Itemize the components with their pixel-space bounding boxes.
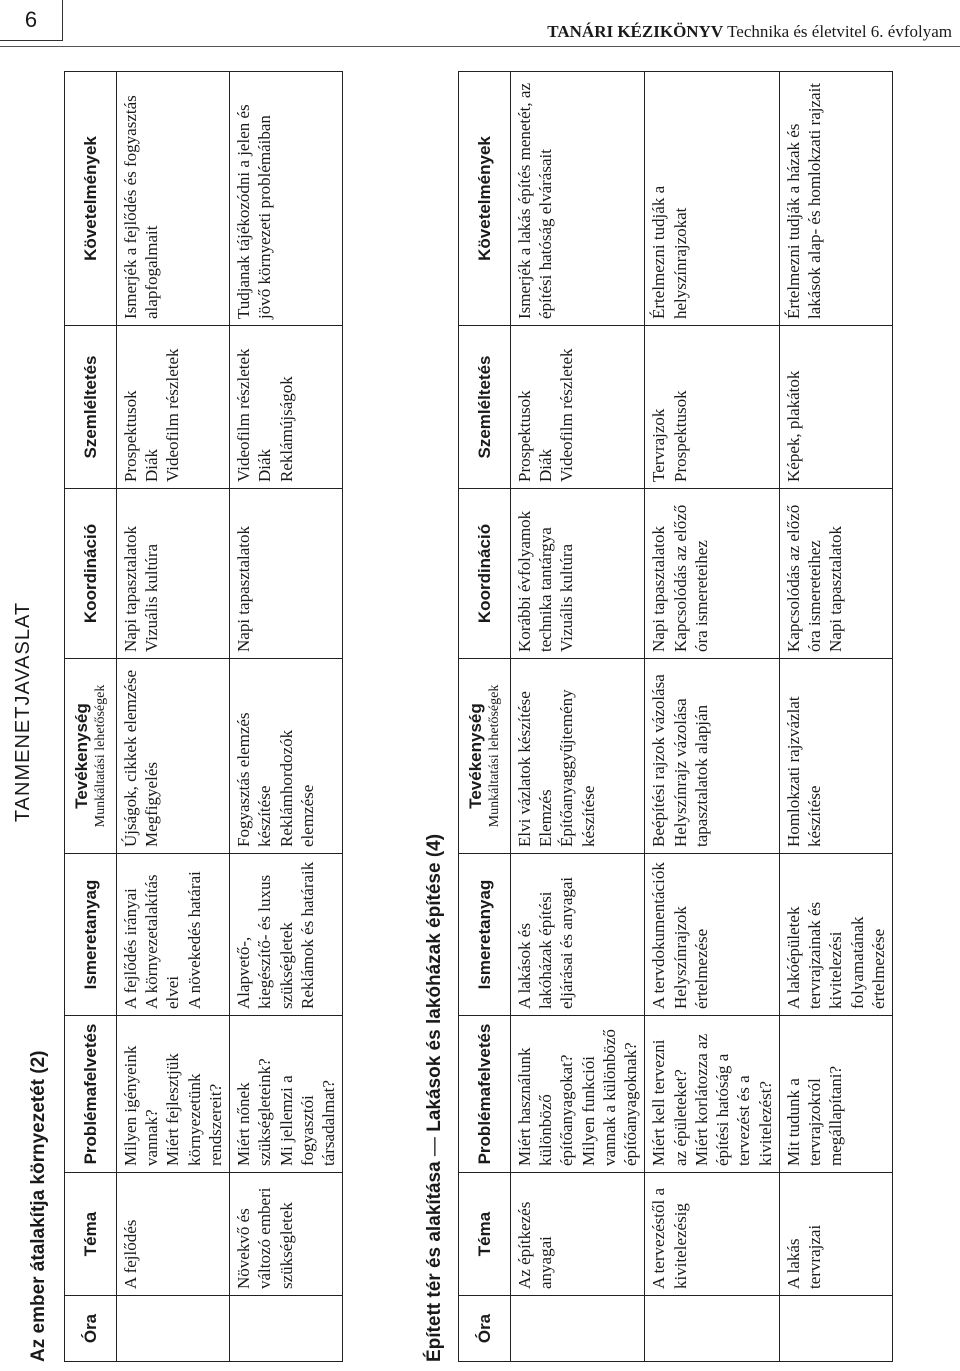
- cell-kovetelmeny: Értelmezni tudják a házak és lakások alap- és homlokzati rajzait: [779, 72, 892, 326]
- cell-koordinacio: Napi tapasztalatok Vizuális kultúra: [116, 489, 229, 659]
- cell-ora: [510, 1296, 645, 1362]
- rotated-page: [12, 62, 952, 1362]
- cell-szemleltetes: Tervrajzok Prospektusok: [645, 326, 780, 489]
- col-tevekenyseg: Tevékenység Munkáltatási lehetőségek: [65, 659, 117, 854]
- table-header-row: [459, 72, 511, 1362]
- section-title-1: Az ember átalakítja környezetét (2): [28, 1050, 49, 1362]
- cell-ismeret: A fejlődés irányai A környezetalakítás elvei A növekedés határai: [116, 854, 229, 1016]
- cell-tema: A lakás tervrajzai: [779, 1173, 892, 1296]
- col-ora: Óra: [65, 1296, 117, 1362]
- cell-problema: Miért kell tervezni az épületeket? Miért korlátozza az építési hatóság a tervezést és a kivitelezést?: [645, 1016, 780, 1173]
- cell-tevekenyseg: Homlokzati rajzvázlat készítése: [779, 659, 892, 854]
- cell-problema: Milyen igényeink vannak? Miért fejlesztjük környezetünk rendszereit?: [116, 1016, 229, 1173]
- cell-tema: Az építkezés anyagai: [510, 1173, 645, 1296]
- table-row: [116, 72, 229, 1362]
- cell-ora: [116, 1296, 229, 1362]
- cell-problema: Miért nőnek szükségleteink? Mi jellemzi a fogyasztói társadalmat?: [230, 1016, 343, 1173]
- plan-table-2: [458, 71, 893, 1362]
- col-kovetelmeny: Követelmények: [65, 72, 117, 326]
- cell-ora: [779, 1296, 892, 1362]
- cell-szemleltetes: Prospektusok Diák Videofilm részletek: [510, 326, 645, 489]
- cell-koordinacio: Napi tapasztalatok: [230, 489, 343, 659]
- cell-koordinacio: Korábbi évfolyamok technika tantárgya Vizuális kultúra: [510, 489, 645, 659]
- cell-kovetelmeny: Értelmezni tudják a helyszínrajzokat: [645, 72, 780, 326]
- page-title: TANMENETJAVASLAT: [12, 601, 34, 823]
- cell-tevekenyseg: Fogyasztás elemzés készítése Reklámhordozók elemzése: [230, 659, 343, 854]
- col-tevekenyseg: Tevékenység Munkáltatási lehetőségek: [459, 659, 511, 854]
- cell-tema: A tervezéstől a kivitelezésig: [645, 1173, 780, 1296]
- table-row: [230, 72, 343, 1362]
- col-kovetelmeny: Követelmények: [459, 72, 511, 326]
- cell-tema: Növekvő és változó emberi szükségletek: [230, 1173, 343, 1296]
- cell-szemleltetes: Videofilm részletek Diák Reklámújságok: [230, 326, 343, 489]
- running-head-title: TANÁRI KÉZIKÖNYV: [547, 22, 724, 41]
- col-koordinacio: Koordináció: [459, 489, 511, 659]
- table-header-row: [65, 72, 117, 1362]
- cell-ora: [645, 1296, 780, 1362]
- cell-ismeret: A tervdokumentációk Helyszínrajzok értelmezése: [645, 854, 780, 1016]
- cell-problema: Miért használunk különböző építőanyagokat? Milyen funkciói vannak a különböző építőanyagoknak?: [510, 1016, 645, 1173]
- col-koordinacio: Koordináció: [65, 489, 117, 659]
- cell-tevekenyseg: Beépítési rajzok vázolása Helyszínrajz vázolása tapasztalatok alapján: [645, 659, 780, 854]
- col-problema: Problémafelvetés: [459, 1016, 511, 1173]
- plan-table-1: [64, 71, 343, 1362]
- cell-ora: [230, 1296, 343, 1362]
- table-row: [779, 72, 892, 1362]
- cell-koordinacio: Kapcsolódás az előző óra ismereteihez Napi tapasztalatok: [779, 489, 892, 659]
- col-ismeret: Ismeretanyag: [459, 854, 511, 1016]
- col-tema: Téma: [65, 1173, 117, 1296]
- running-head: [547, 22, 952, 42]
- cell-szemleltetes: Képek, plakátok: [779, 326, 892, 489]
- running-head-subtitle: Technika és életvitel 6. évfolyam: [727, 22, 952, 41]
- table-row: [510, 72, 645, 1362]
- table-row: [645, 72, 780, 1362]
- col-szemleltetes: Szemléltetés: [65, 326, 117, 489]
- cell-kovetelmeny: Tudjanak tájékozódni a jelen és jövő környezeti problémáiban: [230, 72, 343, 326]
- col-problema: Problémafelvetés: [65, 1016, 117, 1173]
- col-ismeret: Ismeretanyag: [65, 854, 117, 1016]
- page-number: 6: [0, 0, 63, 41]
- cell-ismeret: A lakóépületek tervrajzainak és kivitelezési folyamatának értelmezése: [779, 854, 892, 1016]
- header-rule: [0, 46, 960, 47]
- cell-tema: A fejlődés: [116, 1173, 229, 1296]
- cell-koordinacio: Napi tapasztalatok Kapcsolódás az előző óra ismereteihez: [645, 489, 780, 659]
- cell-problema: Mit tudunk a tervrajzokról megállapítani?: [779, 1016, 892, 1173]
- cell-szemleltetes: Prospektusok Diák Videofilm részletek: [116, 326, 229, 489]
- section-title-2: Épített tér és alakítása — Lakások és lakóházak építése (4): [424, 833, 445, 1362]
- col-szemleltetes: Szemléltetés: [459, 326, 511, 489]
- cell-kovetelmeny: Ismerjék a lakás építés menetét, az építési hatóság elvárásait: [510, 72, 645, 326]
- cell-tevekenyseg: Újságok, cikkek elemzése Megfigyelés: [116, 659, 229, 854]
- cell-kovetelmeny: Ismerjék a fejlődés és fogyasztás alapfogalmait: [116, 72, 229, 326]
- cell-ismeret: A lakások és lakóházak építési eljárásai és anyagai: [510, 854, 645, 1016]
- col-tema: Téma: [459, 1173, 511, 1296]
- cell-tevekenyseg: Elvi vázlatok készítése Elemzés Építőanyaggyűjtemény készítése: [510, 659, 645, 854]
- col-ora: Óra: [459, 1296, 511, 1362]
- cell-ismeret: Alapvető-, kiegészítő- és luxus szükségletek Reklámok és határaik: [230, 854, 343, 1016]
